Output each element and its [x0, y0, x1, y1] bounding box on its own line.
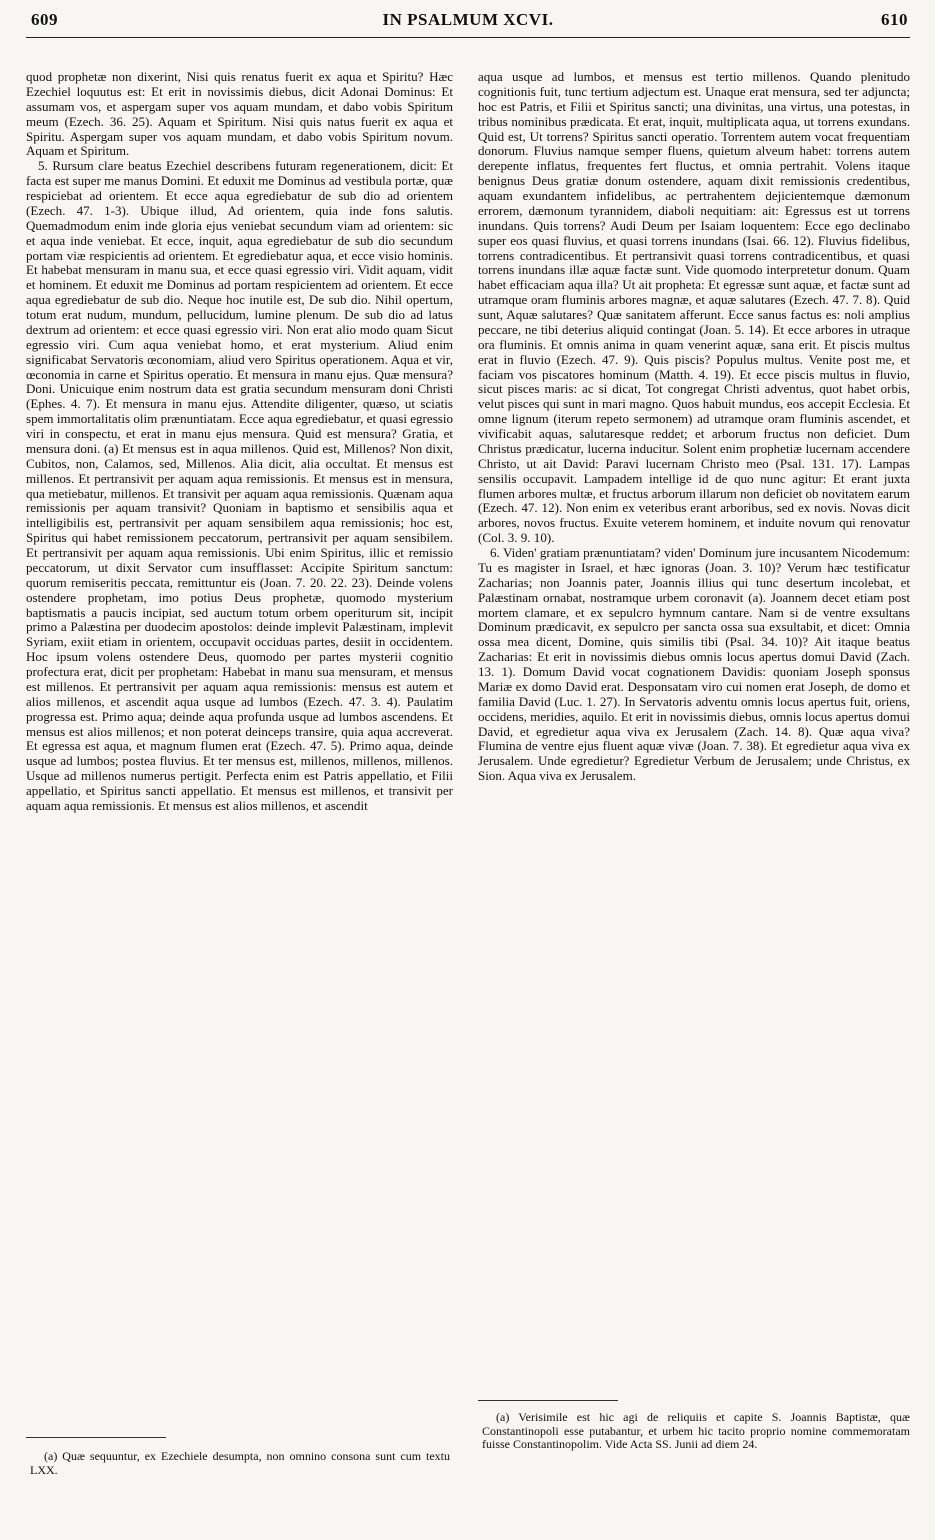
- paragraph: quod prophetæ non dixerint, Nisi quis renatus fuerit ex aqua et Spiritu? Hæc Ezechiel loquutus est: Et erit in novissimis diebus, dicit Adonai Dominus: Et assumam vos, et aspergam super vos aquam mundam, et dabo vobis Spiritum meum (Ezech. 36. 25). Aquam et Spiritum. Nisi quis natus fuerit ex aqua et Spiritu. Aspergam super vos aquam mundam, et dabo vobis Spiritum novum. Aquam et Spiritum.: [26, 69, 453, 159]
- paragraph: 6. Viden' gratiam prænuntiatam? viden' Dominum jure incusantem Nicodemum: Tu es magister in Israel, et hæc ignoras (Joan. 3. 10)? Verum hæc testificatur Zacharias; non Joannis pater, Joannis illius qui tunc desertum incolebat, et Palæstinam ornabat, nostramque urbem coronavit (a). Joannem decet etiam post mortem clamare, et ex sepulcro hymnum cantare. Nam si de ventre exsultans Dominum prædicavit, ex sepulcro per sancta ossa sua exsultabit, et dicet: Omnia ossa mea dicent, Domine, quis similis tibi (Psal. 34. 10)? Ait itaque beatus Zacharias: Et erit in novissimis diebus omnis locus apertus domui David (Zach. 13. 1). Domum David vocat cognationem Davidis: quoniam Joseph sponsus Mariæ ex domo David erat. Desponsatam viro cui nomen erat Joseph, de domo et familia David (Luc. 1. 27). In Servatoris adventu omnis locus apertus fuit, oriens, occidens, meridies, aquilo. Et erit in novissimis diebus, omnis locus apertus domui David, et egredietur aqua viva ex Jerusalem (Zach. 14. 8). Quæ aqua viva? Flumina de ventre ejus fluent aquæ vivæ (Joan. 7. 38). Et egredietur aqua viva ex Jerusalem. Unde egredietur? Egredietur Verbum de Jerusalem; unde Christus, ex Sion. Aqua viva ex Jerusalem.: [478, 545, 910, 784]
- running-header: [26, 10, 910, 38]
- page-number-left: 609: [31, 10, 58, 29]
- paragraph: 5. Rursum clare beatus Ezechiel describens futuram regenerationem, dicit: Et facta est super me manus Domini. Et eduxit me Dominus ad vestibula portæ, quæ respiciebat ad orientem. Et ecce aqua egrediebatur de sub dio ad orientem (Ezech. 47. 1-3). Ubique illud, Ad orientem, quia inde fons salutis. Quemadmodum enim inde gloria ejus veniebat secundum viam ad orientem: sic et aqua inde veniebat. Et ecce, inquit, aqua egrediebatur de sub dio secundum portam viæ respicientis ad orientem. Et egrediebatur aqua, et ecce visio hominis. Et habebat mensuram in manu sua, et ecce quasi egressio viri. Vidit aquam, vidit et hominem. Et eduxit me Dominus ad portam respicientem ad orientem. Et ecce aqua egrediebatur de sub dio. Neque hoc inutile est, De sub dio. Nihil opertum, totum erat nudum, mundum, pellucidum, lumine plenum. De sub dio ad latus dextrum ad orientem: et ecce quasi egressio viri. Non erat alio modo quam Sicut egressio viri. Cum aqua veniebat homo, et erat mysterium. Aliud enim significabat Servatoris œconomiam, aliud vero Spiritus operationem. Aqua et vir, œconomia in carne et Spiritus operatio. Et mensura in manu ejus. Quæ mensura? Doni. Unicuique enim nostrum data est gratia secundum mensuram doni Christi (Ephes. 4. 7). Et mensura in manu ejus. Attendite diligenter, quæso, ut sciatis spem immortalitatis olim prænuntiatam. Ecce aqua egrediebatur, et quasi egressio viri in conspectu, et erat in manu ejus mensura. Quid est mensura? Gratia, et mensura doni. (a) Et mensus est in aqua millenos. Quid est, Millenos? Non dixit, Cubitos, non, Calamos, sed, Millenos. Alia dicit, alia occultat. Et mensus est millenos. Et pertransivit per aquam aqua remissionis. Et mensus est in mensura, qua metiebatur, millenos. Et transivit per aquam aqua remissionis. Quænam aqua remissionis per aquam transivit? Quoniam in baptismo et sensibilis aqua et intelligibilis est, pertransivit per aquam sensibilem aqua remissionis; hoc est, Spiritus qui habet remissionem peccatorum, pertransivit per aquam sensibilem. Et pertransivit per aquam aqua remissionis. Ubi enim Spiritus, illic et remissio peccatorum, ut dixit Servator cum insufflasset: Accipite Spiritum sanctum: quorum remiseritis peccata, remittuntur eis (Joan. 7. 20. 22. 23). Deinde volens ostendere prophetam, imo potius Deus prophetæ, quomodo mysterium baptismatis a paucis incipiat, sed auctum totum orbem operiturum sit, incipit primo a Palæstina per duodecim apostolos: deinde implevit Palæstinam, implevit Syriam, exiit etiam in orientem, occupavit occiduas partes, desiit in occidentem. Hoc ipsum volens ostendere Deus, quomodo per partes mysterii cognitio profectura erat, dicit per prophetam: Habebat in manu sua mensuram, et mensus est millenos. Et pertransivit per aquam aqua remissionis: mensus est autem et alios millenos, et ascendit aqua usque ad lumbos (Ezech. 47. 3. 4). Paulatim progressa est. Primo aqua; deinde aqua profunda usque ad lumbos ascendens. Et mensus est alios millenos; et non poterat deinceps transire, quia aqua accreverat. Et egressa est aqua, et magnum flumen erat (Ezech. 47. 5). Primo aqua, deinde usque ad lumbos; postea fluvius. Et ter mensus est, millenos, millenos, millenos. Usque ad millenos numerus pertigit. Perfecta enim est Patris appellatio, et Filii appellatio, et Spiritus sancti appellatio. Et mensus est millenos, et transivit per aquam aqua remissionis. Et mensus est alios millenos, et ascendit: [26, 158, 453, 813]
- footnote-rule: [26, 1437, 166, 1438]
- right-column: [478, 70, 910, 784]
- footnote-text: (a) Verisimile est hic agi de reliquiis et capite S. Joannis Baptistæ, quæ Constantinopoli esse putabantur, et urbem hic tacito proprio nomine commemoratam fuisse Constantinopolim. Vide Acta SS. Junii ad diem 24.: [482, 1410, 910, 1452]
- running-title: IN PSALMUM XCVI.: [382, 10, 554, 29]
- footnote-text: (a) Quæ sequuntur, ex Ezechiele desumpta, non omnino consona sunt cum textu LXX.: [30, 1449, 450, 1477]
- page-number-right: 610: [881, 10, 908, 29]
- header-rule: [26, 37, 910, 38]
- footnote-right: [482, 1411, 910, 1452]
- footnote-left: [30, 1450, 450, 1477]
- footnote-rule: [478, 1400, 618, 1401]
- left-column: [26, 70, 453, 814]
- paragraph: aqua usque ad lumbos, et mensus est tertio millenos. Quando plenitudo cognitionis fuit, tunc tertium adjectum est. Unaque erat mensura, sed ter adjuncta; hoc est Patris, et Filii et Spiritus sancti; una divinitas, una virtus, una potestas, in tribus nominibus prædicata. Et erat, inquit, multiplicata aqua, ut torrens exundans. Quid est, Ut torrens? Spiritus sancti operatio. Torrentem autem vocat frequentiam donorum. Fluvius namque semper fluens, quietum alveum habet: torrens autem derepente inflatus, frequentes fert fluctus, et omnia pertrahit. Volens itaque benignus Deus gratiæ donum ostendere, aquam dixit remissionis credentibus, aquam exundantem infidelibus, ac pertrahentem dejicientemque dæmonum errorem, dæmonum tyrannidem, diaboli nequitiam: ait: Egressus est ut torrens inundans. Quis torrens? Audi Deum per Isaiam loquentem: Ecce ego declinabo super eos quasi fluvius, et quasi torrens inundans (Isai. 66. 12). Fluvius fidelibus, torrens contradicentibus. Et pertransivit quasi torrens contradicentibus, et quasi torrens inundans illæ aquæ factæ sunt. Vide quomodo interpretetur donum. Quam habet efficaciam aqua illa? Ut ait propheta: Et egressæ sunt aquæ, et factæ sunt ad utramque oram fluminis arbores magnæ, et aquæ salutares (Ezech. 47. 7. 8). Quid sunt, Aquæ salutares? Quæ sanitatem afferunt. Ecce sanus factus es: noli amplius peccare, ne tibi deterius aliquid contingat (Joan. 5. 14). Et ecce arbores in utraque ora fluminis. Et omnis anima in quam venerint aquæ, sana erit. Et piscis multus erat in fluvio (Ezech. 47. 9). Quis piscis? Populus multus. Venite post me, et faciam vos piscatores hominum (Matth. 4. 19). Et ecce piscis multus in fluvio, sicut pisces maris: ac si dicat, Tot congregat Christi adventus, quot habet orbis, velut pisces qui sunt in mari magno. Quos habuit mundus, eos accepit Ecclesia. Et omne lignum (iterum repeto sermonem) ad utramque oram fluminis ascendet, et vivificabit aquas, salutaresque reddet; et arborum fructus non deficiet. Dum Christus prædicatur, lucerna inducitur. Solent enim prophetiæ lucernam accendere Christo, ut ait David: Paravi lucernam Christo meo (Psal. 131. 17). Lampas sensilis occupavit. Lampadem intellige id de quo nunc agitur: Et erant juxta flumen arbores multæ, et fructus arborum illarum non deficiet ob novitatem earum (Ezech. 47. 12). Non enim ex veteribus erant arboribus, sed ex novis. Novas dicit arbores, novos fructus. Exuite veterem hominem, et induite novum qui renovatur (Col. 3. 9. 10).: [478, 69, 910, 546]
